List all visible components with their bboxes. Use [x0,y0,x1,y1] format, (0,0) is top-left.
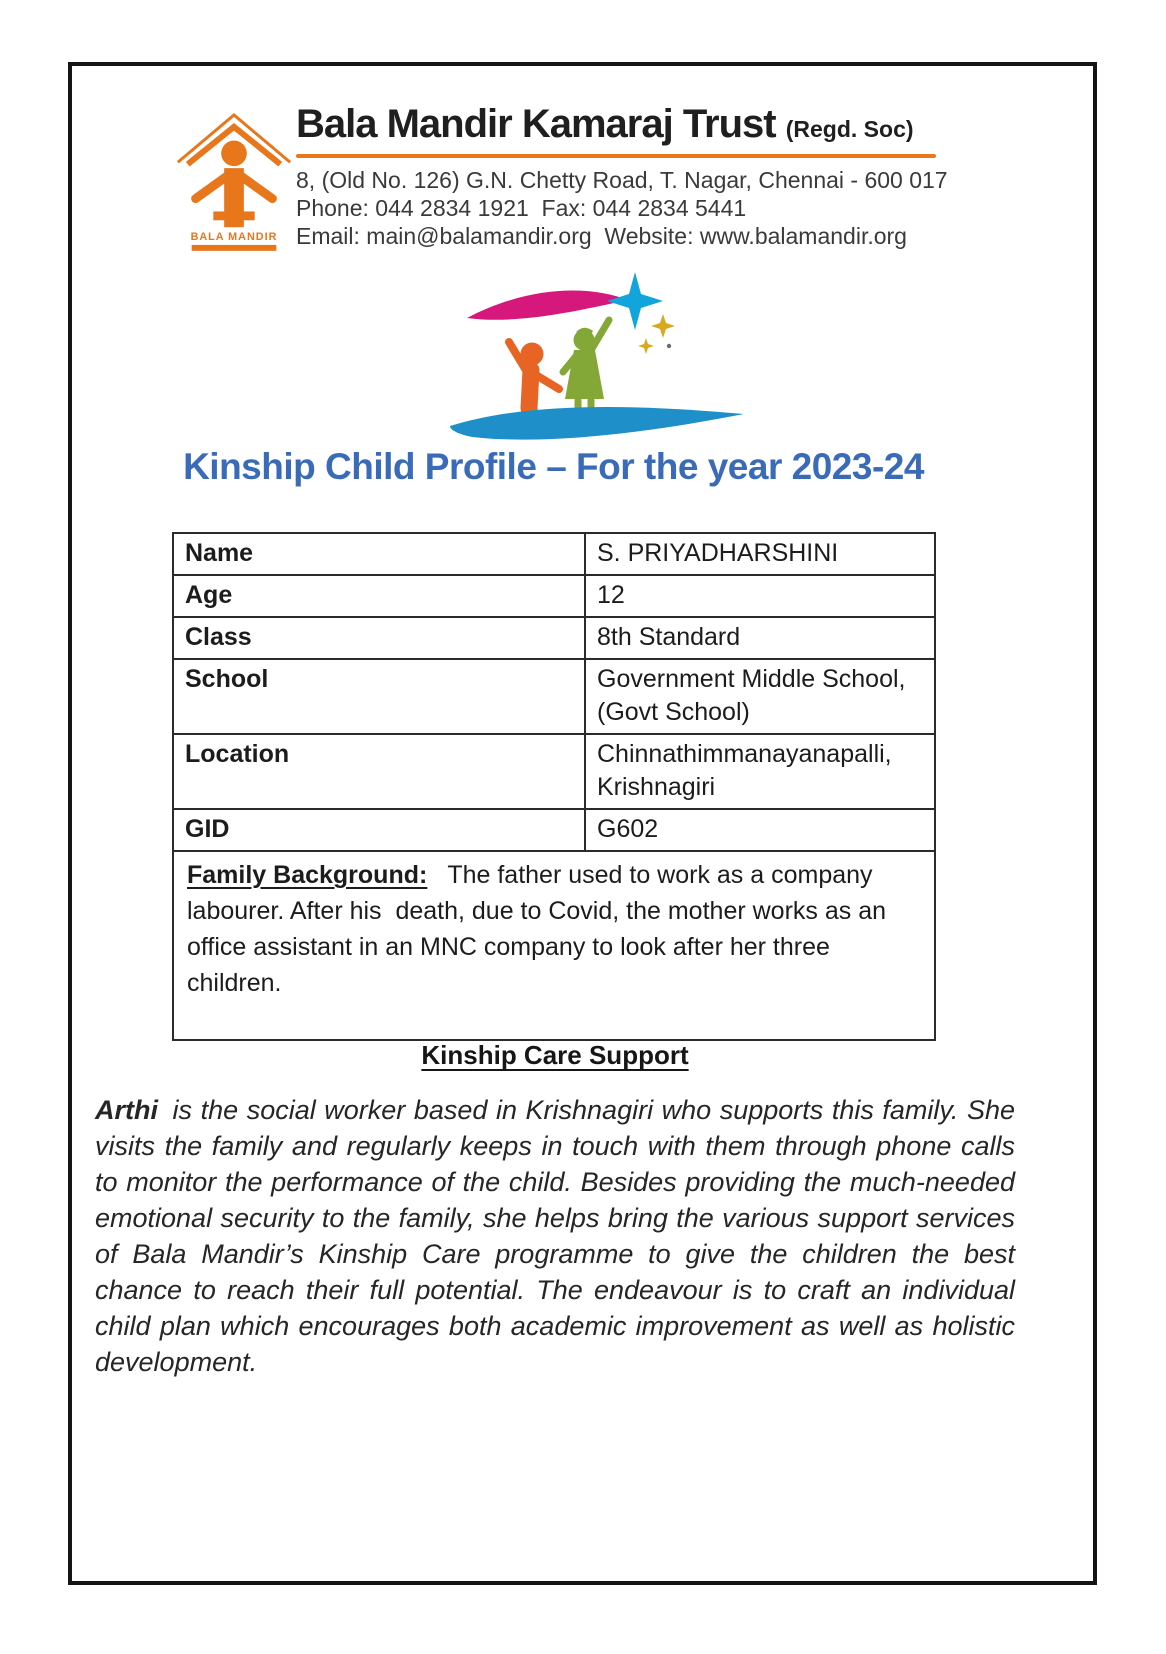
org-name-text: Bala Mandir Kamaraj Trust [296,102,776,146]
org-name [296,102,956,147]
pink-swoosh [467,290,628,319]
row-label: Location [174,735,586,808]
child-profile-table [172,532,936,1041]
org-address: 8, (Old No. 126) G.N. Chetty Road, T. Nagar, Chennai - 600 017 [296,167,948,193]
header-divider [296,154,936,158]
row-label: Name [174,534,586,574]
section-heading: Kinship Care Support [421,1040,689,1070]
org-phone-fax: Phone: 044 2834 1921 Fax: 044 2834 5441 [296,195,747,221]
star-icon [607,272,663,330]
table-row [174,576,934,618]
row-value: 12 [597,581,625,609]
row-value: Government Middle School, (Govt School) [597,665,906,726]
row-label: GID [174,810,586,850]
family-background-text: The father used to work as a company labourer. After his death, due to Covid, the mother works as an office assistant in an MNC company to look after her three children. [187,861,893,997]
document-page [68,62,1097,1585]
table-row [174,618,934,660]
row-label: Age [174,576,586,616]
sparkle-dot [667,344,671,348]
page-title: Kinship Child Profile – For the year 2023-24 [183,446,924,487]
kinship-care-paragraph [95,1092,1015,1380]
row-label: School [174,660,586,733]
blue-swoosh [450,407,744,440]
table-row [174,660,934,735]
sparkle-icon [651,314,675,338]
table-row [174,735,934,810]
row-value: S. PRIYADHARSHINI [597,539,839,567]
row-value: G602 [597,815,659,843]
bala-mandir-logo-icon [170,100,298,252]
paragraph-text: is the social worker based in Krishnagiri who supports this family. She visits the family and regularly keeps in touch with them through phone calls to monitor the performance of the child. Besides providing the much-needed emotional security to the family, she helps bring the various support services of Bala Mandir’s Kinship Care programme to give the children the best chance to reach their full potential. The endeavour is to craft an individual child plan which encourages both academic improvement as well as holistic development. [95,1095,1015,1377]
family-background-cell [174,852,934,1039]
row-value: Chinnathimmanayanapalli, Krishnagiri [597,740,892,801]
children-star-graphic [432,258,762,450]
org-regd-suffix: (Regd. Soc) [785,116,914,142]
letterhead [296,102,956,250]
sparkle-icon [638,338,654,354]
social-worker-name: Arthi [95,1095,158,1125]
row-label: Class [174,618,586,658]
family-background-label: Family Background: [187,861,428,889]
table-row [174,810,934,852]
table-row [174,534,934,576]
logo-caption: BALA MANDIR [190,231,278,243]
row-value: 8th Standard [597,623,741,651]
org-email-website: Email: main@balamandir.org Website: www.balamandir.org [296,223,907,249]
